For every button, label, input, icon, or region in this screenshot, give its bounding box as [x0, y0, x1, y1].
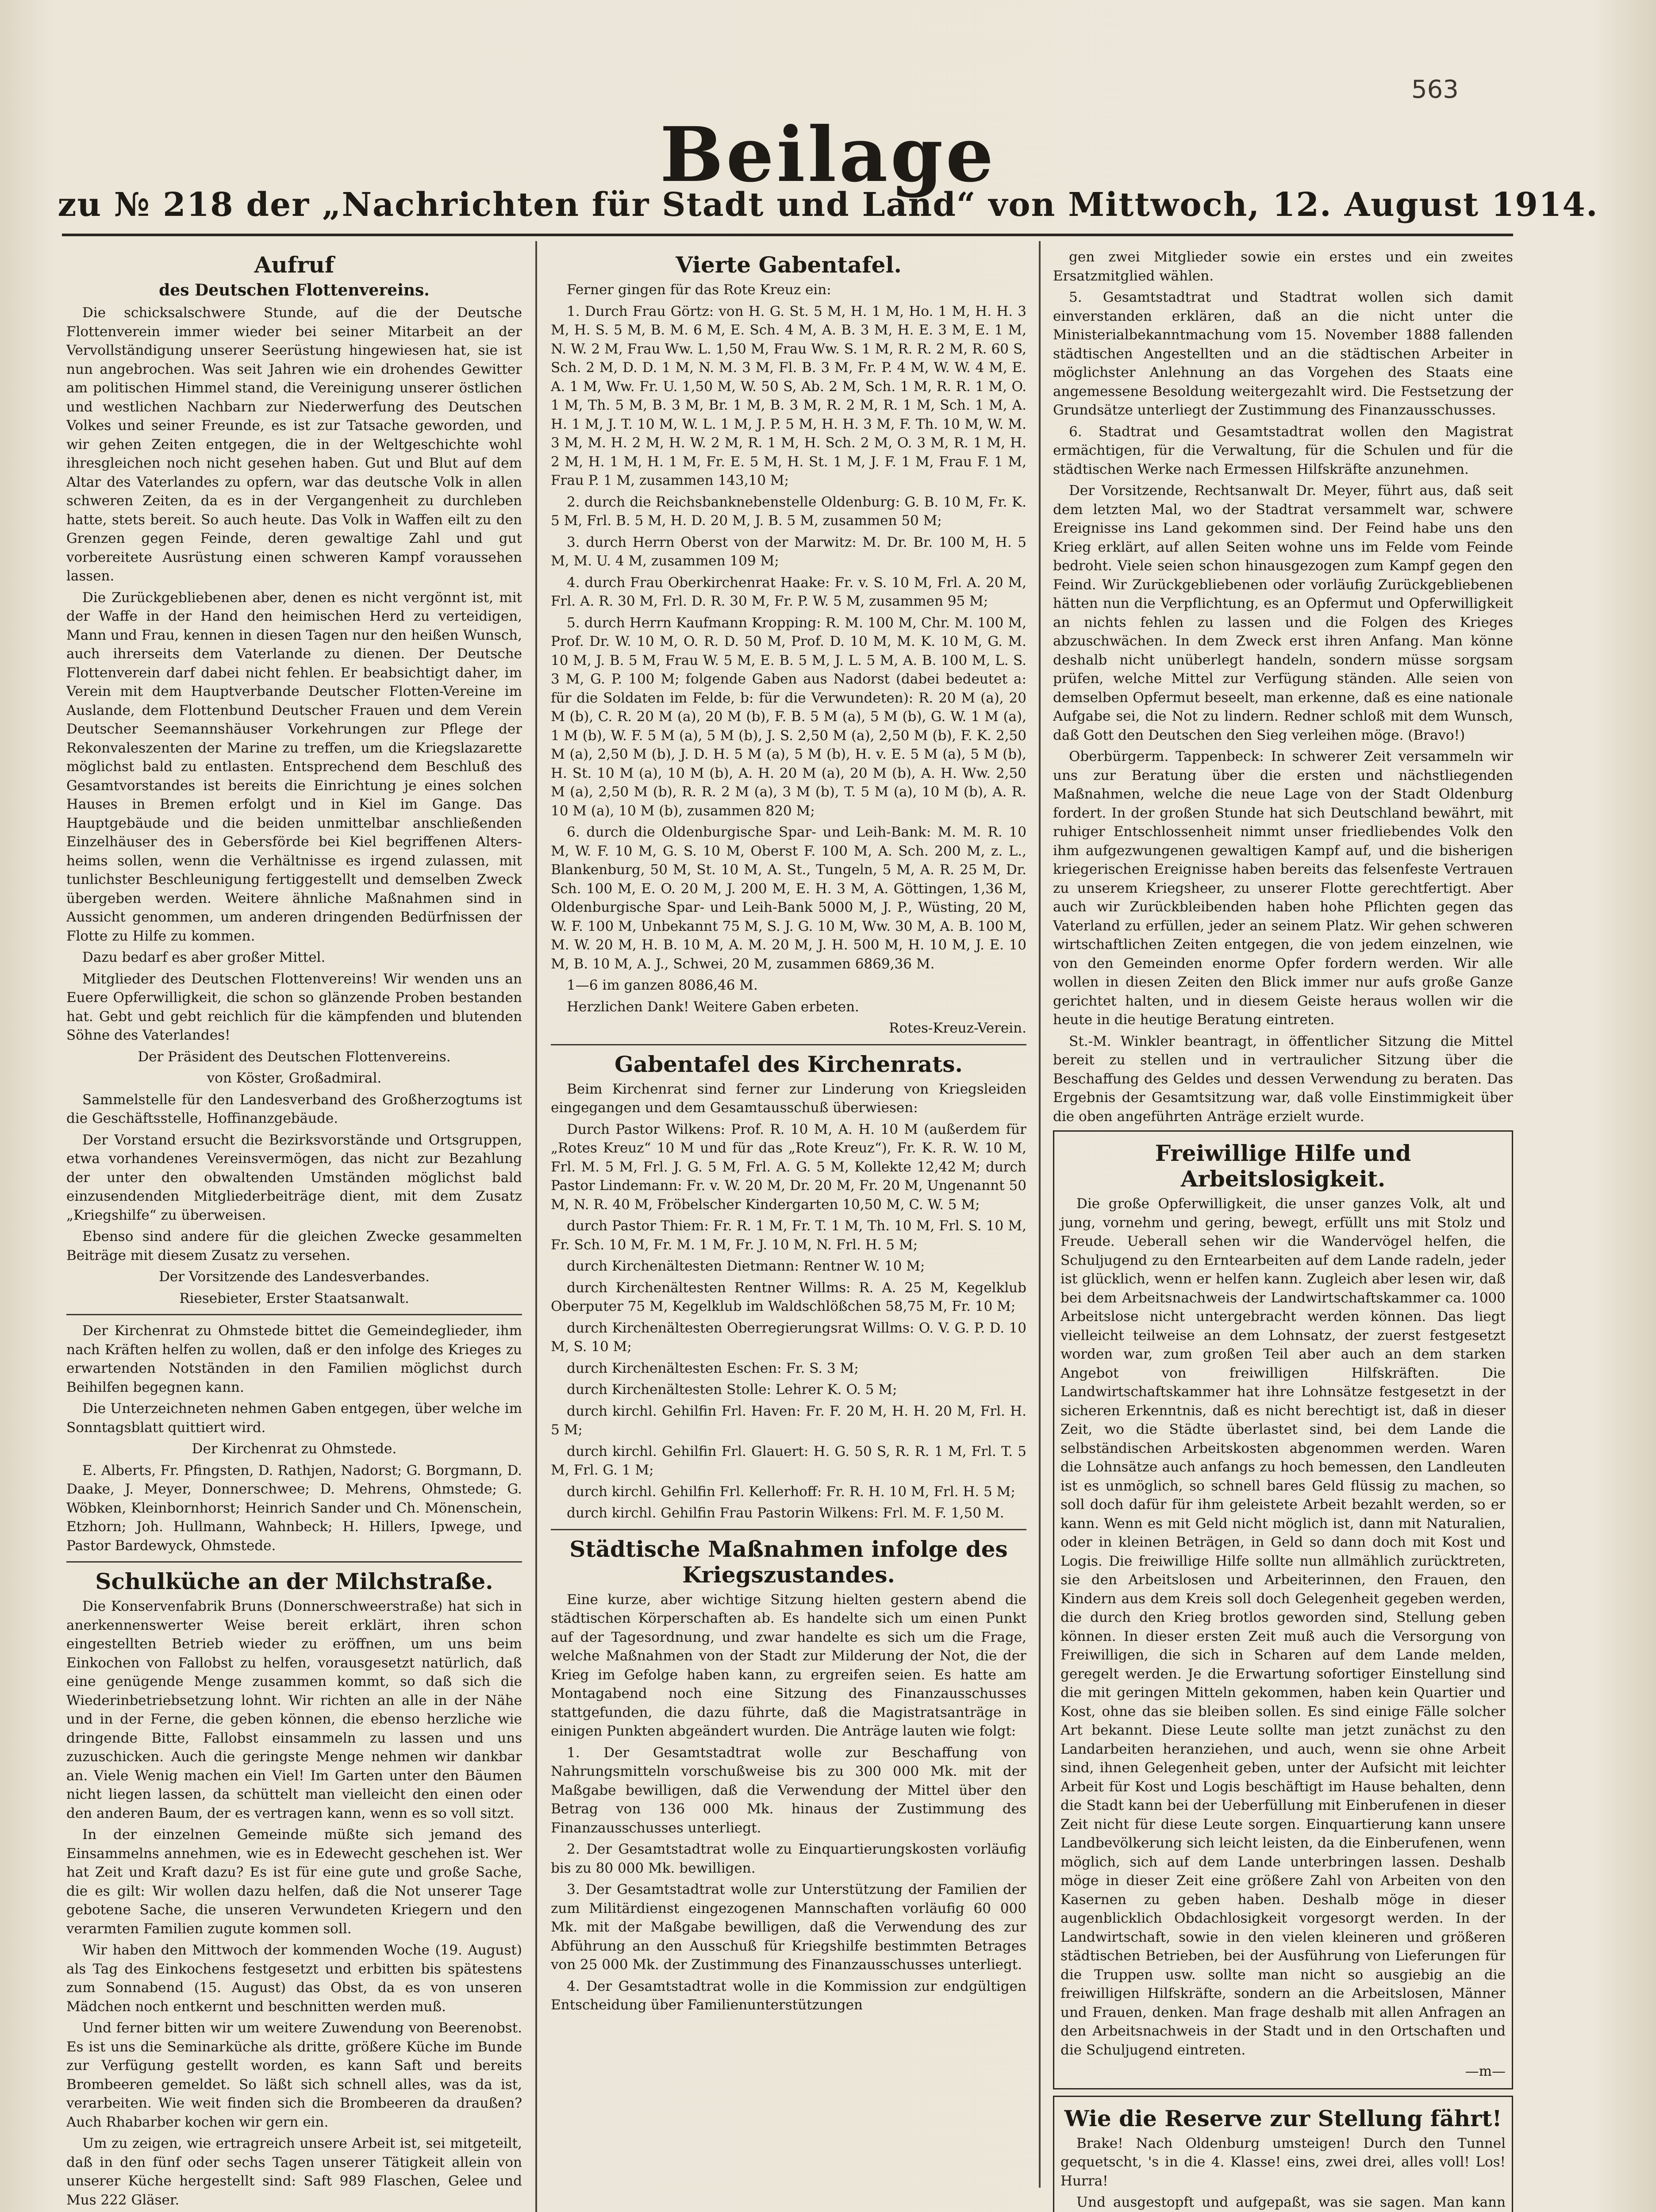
article-paragraph: Herzlichen Dank! Weitere Gaben erbeten. [567, 998, 859, 1015]
donation-list: durch kirchl. Gehilfin Frl. Haven: Fr. F. 20 M, H. H. 20 M, Frl. H. 5 M; [551, 1403, 1026, 1438]
article-paragraph: Eine kurze, aber wichtige Sitzung hielten gestern abend die städtischen Körperschaften ab. Es handelte sich um einen Punkt auf der Tagesordnung, und zwar handelte es sich um die Frage, welche Maßnahmen von der Stadt zur Milderung der Not, die der Krieg im Gefolge haben kann, zu ergreifen seien. Es hatte am Montagabend noch eine Sitzung des Finanzausschusses stattgefunden, die dazu führte, daß die Magistratsanträge in einigen Punkten abgeändert wurden. Die Anträge lauten wie folgt: [551, 1591, 1026, 1739]
donation-list: 5. durch Herrn Kaufmann Kropping: R. M. 100 M, Chr. M. 100 M, Prof. Dr. W. 10 M, O. R. D. 50 M, Prof. D. 10 M, M. K. 10 M, G. M. 10 M, J. B. 5 M, Frau W. 5 M, E. B. 5 M, J. L. 5 M, A. B. 100 M, L. S. 3 M, G. P. 100 M; folgende Gaben aus Nadorst (dabei bedeutet a: für die Soldaten im Felde, b: für die Verwundeten): R. 20 M (a), 20 M (b), C. R. 20 M (a), 20 M (b), F. B. 5 M (a), 5 M (b), G. W. 1 M (a), 1 M (b), W. F. 5 M (a), 5 M (b), J. S. 2,50 M (a), 2,50 M (b), F. K. 2,50 M (a), 2,50 M (b), J. D. H. 5 M (a), 5 M (b), H. v. E. 5 M (a), 5 M (b), H. St. 10 M (a), 10 M (b), A. H. 20 M (a), 20 M (b), A. H. Ww. 2,50 M (a), 2,50 M (b), R. R. 2 M (a), 3 M (b), T. 5 M (a), 10 M (b), A. R. 10 M (a), 10 M (b), zusammen 820 M; [551, 614, 1026, 819]
article-paragraph: Mitglieder des Deutschen Flottenvereins! Wir wenden uns an Euere Opferwilligkeit, die schon so glänzende Proben bestanden hat. Gebt und gebt reichlich für die kämpfenden und blutenden Söhne des Vaterlandes! [66, 971, 522, 1043]
masthead-subtitle: zu № 218 der „Nachrichten für Stadt und Land“ von Mittwoch, 12. August 1914. [58, 186, 1598, 224]
aufruf-subheading: des Deutschen Flottenvereins. [159, 281, 430, 300]
donation-list: durch Pastor Thiem: Fr. R. 1 M, Fr. T. 1 M, Th. 10 M, Frl. S. 10 M, Fr. Sch. 10 M, Fr. M. 1 M, Fr. J. 10 M, N. Frl. H. 5 M; [551, 1218, 1026, 1253]
donation-list: Durch Pastor Wilkens: Prof. R. 10 M, A. H. 10 M (außerdem für „Rotes Kreuz“ 10 M und für das „Rote Kreuz“), Fr. K. R. W. 10 M, Frl. M. 5 M, Frl. J. G. 5 M, Frl. A. G. 5 M, Kollekte 12,42 M; durch Pastor Lindemann: Fr. v. W. 20 M, Dr. 20 M, Fr. 20 M, Ungenannt 50 M, N. R. 40 M, Fröbelscher Kindergarten 10,50 M, C. W. 5 M; [551, 1121, 1026, 1213]
donation-list: Beim Kirchenrat sind ferner zur Linderung von Kriegsleiden eingegangen und dem Gesamtausschuß überwiesen: [551, 1081, 1026, 1116]
donation-list: 1. Durch Frau Görtz: von H. G. St. 5 M, H. 1 M, Ho. 1 M, H. H. 3 M, H. S. 5 M, B. M. 6 M, E. Sch. 4 M, A. B. 3 M, H. E. 3 M, E. 1 M, N. W. 2 M, Frau Ww. L. 1,50 M, Frau Ww. S. 1 M, R. R. 2 M, R. 60 S, Sch. 2 M, D. D. 1 M, N. M. 3 M, Fl. B. 3 M, Fr. P. 4 M, W. W. 4 M, E. A. 1 M, Ww. Fr. U. 1,50 M, W. 50 S, Ab. 2 M, Sch. 1 M, R. R. 1 M, O. 1 M, Th. 5 M, B. 3 M, Br. 1 M, B. 3 M, R. 2 M, R. 1 M, Sch. 1 M, A. H. 1 M, J. T. 10 M, W. L. 1 M, J. P. 5 M, H. H. 3 M, F. Th. 10 M, W. M. 3 M, M. H. 2 M, H. W. 2 M, R. 1 M, H. Sch. 2 M, O. 3 M, R. 1 M, H. 2 M, H. 1 M, H. 1 M, Fr. E. 5 M, H. St. 1 M, J. F. 1 M, Frau F. 1 M, Frau P. 1 M, zusammen 143,10 M; [551, 303, 1026, 488]
donation-list: durch Kirchenältesten Stolle: Lehrer K. O. 5 M; [567, 1382, 897, 1398]
donation-total: 1—6 im ganzen 8086,46 M. [567, 977, 758, 993]
section-divider [66, 1314, 522, 1315]
signature-line: Der Kirchenrat zu Ohmstede. [192, 1441, 397, 1457]
donation-list: durch Kirchenältesten Dietmann: Rentner W. 10 M; [567, 1258, 925, 1274]
article-paragraph: Oberbürgerm. Tappenbeck: In schwerer Zeit versammeln wir uns zur Beratung über die ersten und nächstliegenden Maßnahmen, welche die neue Lage von der Stadt Oldenburg fordert. In der großen Stunde hat sich Deutschland bewährt, mit ruhiger Entschlossenheit nimmt unser friedliebendes Volk den ihm aufgezwungenen gewaltigen Kampf auf, und die bisherigen kriegerischen Ereignisse haben bereits das felsenfeste Vertrauen zu unserem Kriegsheer, zu unserer Flotte gerechtfertigt. Aber auch wir Zurückbleibenden haben hohe Pflichten gegen das Vaterland zu erfüllen, jeder an seinem Platz. Wir gehen schweren wirtschaftlichen Zeiten entgegen, die von jedem einzelnen, wie von den Gemeinden enorme Opfer fordern werden. Wir alle wollen in diesen Zeiten den Blick immer nur aufs große Ganze gerichtet halten, und in diesem Geiste heraus wollen wir die heute in die heutige Beratung eintreten. [1053, 749, 1513, 1028]
motion-item: 2. Der Gesamtstadtrat wolle zu Einquartierungskosten vorläufig bis zu 80 000 Mk. bewilligen. [551, 1841, 1026, 1876]
signature-line: Der Präsident des Deutschen Flottenvereins. [138, 1048, 451, 1065]
donation-list: durch Kirchenältesten Eschen: Fr. S. 3 M; [567, 1360, 859, 1376]
column-3 [1053, 248, 1513, 2212]
donation-list: durch Kirchenältesten Oberregierungsrat Willms: O. V. G. P. D. 10 M, S. 10 M; [551, 1320, 1026, 1355]
signature-line: —m— [1465, 2063, 1506, 2079]
article-paragraph: Und ausgestopft und aufgepaßt, was sie sagen. Man kann [1076, 2194, 1506, 2210]
section-divider [66, 1561, 522, 1563]
article-paragraph: Die Konservenfabrik Bruns (Donnerschweerstraße) hat sich in anerkennenswerter Weise bereit erklärt, ihren schon eingestellten Betrieb wieder zu eröffnen, um uns beim Einkochen von Fallobst zu helfen, vorausgesetzt natürlich, daß eine genügende Menge zusammen kommt, so daß sich die Wiederinbetriebsetzung lohnt. Wir richten an alle in der Nähe und in der Ferne, die geben können, die ebenso herzliche wie dringende Bitte, Fallobst einsammeln zu lassen und uns zuzuschicken. Auch die geringste Menge nehmen wir dankbar an. Viele Wenig machen ein Viel! Im Garten unter den Bäumen nicht liegen lassen, da schüttelt man vielleicht den einen oder den anderen Baum, der es vertragen kann, wenn es so voll sitzt. [66, 1598, 522, 1821]
section-divider [551, 1529, 1026, 1530]
donation-list: durch Kirchenältesten Rentner Willms: R. A. 25 M, Kegelklub Oberputer 75 M, Kegelklub im Waldschlößchen 58,75 M, Fr. 10 M; [551, 1279, 1026, 1314]
article-paragraph: Sammelstelle für den Landesverband des Großherzogtums ist die Geschäftsstelle, Hoffinanzgebäude. [66, 1091, 522, 1126]
article-paragraph: Der Vorsitzende, Rechtsanwalt Dr. Meyer, führt aus, daß seit dem letzten Mal, wo der Stadtrat versammelt war, schwere Ereignisse ins Land gekommen sind. Der Feind habe uns den Krieg erklärt, auf allen Seiten wohne uns im Felde vom Feinde bedroht. Viele seien schon hinausgezogen zum Kampf gegen den Feind. Wir Zurückgebliebenen oder vorläufig Zurückgebliebenen hätten nun die Verpflichtung, es an Opfermut und Opferwilligkeit an nichts fehlen zu lassen und die Folgen des Krieges abzuschwächen. In dem Zweck erst ihren Anfang. Man könne deshalb nicht unüberlegt handeln, sondern müsse sorgsam prüfen, welche Mittel zur Verfügung ständen. Alle seien von demselben Opfermut beseelt, man erkenne, daß es eine nationale Aufgabe sei, die Not zu lindern. Redner schloß mit dem Wunsch, daß Gott den Deutschen den Sieg verleihen möge. (Bravo!) [1053, 483, 1513, 743]
article-paragraph: Ebenso sind andere für die gleichen Zwecke gesammelten Beiträge mit diesem Zusatz zu versehen. [66, 1229, 522, 1263]
aufruf-heading: Aufruf [254, 252, 334, 278]
motion-item: 3. Der Gesamtstadtrat wolle zur Unterstützung der Familien der zum Militärdienst eingezogenen Mannschaften vorläufig 60 000 Mk. mit der Maßgabe bewilligen, daß die Verwendung des zur Abführung an den Ausschuß für Kriegshilfe bestimmten Betrages von 25 000 Mk. der Zustimmung des Finanzausschusses unterliegt. [551, 1882, 1026, 1973]
donation-list: durch kirchl. Gehilfin Frl. Kellerhoff: Fr. R. H. 10 M, Frl. H. 5 M; [567, 1483, 1015, 1500]
signature-name: Riesebieter, Erster Staatsanwalt. [179, 1290, 409, 1306]
freiwillige-heading: Freiwillige Hilfe und Arbeitslosigkeit. [1155, 1140, 1411, 1192]
motion-item: gen zwei Mitglieder sowie ein erstes und ein zweites Ersatzmitglied wählen. [1053, 249, 1513, 284]
donation-list: 2. durch die Reichsbanknebenstelle Oldenburg: G. B. 10 M, Fr. K. 5 M, Frl. B. 5 M, H. D. 20 M, J. B. 5 M, zusammen 50 M; [551, 494, 1026, 529]
article-paragraph: Und ferner bitten wir um weitere Zuwendung von Beerenobst. Es ist uns die Seminarküche als dritte, größere Küche im Bunde zur Verfügung gestellt worden, es kann Saft und bereits Brombeeren gemeldet. So läßt sich schnell alles, was da ist, verarbeiten. Wie weit finden sich die Brombeeren da draußen? Auch Rhabarber kochen wir gern ein. [66, 2020, 522, 2130]
motion-item: 6. Stadtrat und Gesamtstadtrat wollen den Magistrat ermächtigen, für die Verwaltung, für die Schulen und für die städtischen Werke nach Ermessen Hilfskräfte anzunehmen. [1053, 423, 1513, 477]
article-paragraph: Dazu bedarf es aber großer Mittel. [82, 949, 326, 965]
article-paragraph: Um zu zeigen, wie ertragreich unsere Arbeit ist, sei mitgeteilt, daß in den fünf oder sechs Tagen unserer Tätigkeit allein von unserer Küche hergestellt sind: Saft 989 Flaschen, Gelee und Mus 222 Gläser. [66, 2135, 522, 2208]
article-paragraph: Die Zurückgebliebenen aber, denen es nicht vergönnt ist, mit der Waffe in der Hand den heimischen Herd zu verteidigen, Mann und Frau, kennen in diesen Tagen nur den heißen Wunsch, auch ihrerseits dem Vaterlande zu dienen. Der Deutsche Flottenverein darf dabei nicht fehlen. Er beabsichtigt daher, im Verein mit dem Hauptverbande Deutscher Flotten-Vereine im Auslande, dem Flottenbund Deutscher Frauen und dem Verein Deutscher Seemannshäuser Vorkehrungen zur Pflege der Rekonvaleszenten der Marine zu treffen, um die Kriegslazarette möglichst bald zu entlasten. Entsprechend dem Beschluß des Gesamtvorstandes ist bereits die Einrichtung je eines solchen Hauses in Bremen erfolgt und in Kiel im Gange. Das Hauptgebäude und die beiden unmittelbar anschließenden Einzelhäuser des in Gebersförde bei Kiel begriffenen Alters-heims sollen, wenn die Verhältnisse es irgend zulassen, mit tunlichster Beschleunigung fertiggestellt und demselben Zweck übergeben werden. Weitere ähnliche Maßnahmen sind in Aussicht genommen, um anderen dringenden Bedürfnissen der Flotte zu Hilfe zu kommen. [66, 589, 522, 944]
freiwillige-article-box [1053, 1130, 1513, 2089]
signature-line: Der Vorsitzende des Landesverbandes. [159, 1269, 430, 1285]
article-paragraph: Brake! Nach Oldenburg umsteigen! Durch den Tunnel gequetscht, 's in die 4. Klasse! eins, zwei drei, alles voll! Los! Hurra! [1060, 2135, 1506, 2189]
signature-line: Rotes-Kreuz-Verein. [889, 1020, 1026, 1036]
donation-list: durch kirchl. Gehilfin Frau Pastorin Wilkens: Frl. M. F. 1,50 M. [567, 1505, 1004, 1521]
motion-item: 1. Der Gesamtstadtrat wolle zur Beschaffung von Nahrungsmitteln vorschußweise bis zu 300 000 Mk. mit der Maßgabe bewilligen, daß die Verwendung der Mittel über den Betrag von 136 000 Mk. hinaus der Zustimmung des Finanzausschusses unterliegt. [551, 1744, 1026, 1836]
article-paragraph: Der Vorstand ersucht die Bezirksvorstände und Ortsgruppen, etwa vorhandenes Vereinsvermögen, das nicht zur Bezahlung der unter den obwaltenden Umständen möglichst bald einzusendenden Mitgliederbeiträge dient, mit dem Zusatz „Kriegshilfe“ zu überweisen. [66, 1132, 522, 1223]
donation-list: 3. durch Herrn Oberst von der Marwitz: M. Dr. Br. 100 M, H. 5 M, M. U. 4 M, zusammen 109 M; [551, 534, 1026, 569]
kirchenrat-gaben-heading: Gabentafel des Kirchenrats. [615, 1051, 963, 1077]
article-paragraph: In der einzelnen Gemeinde müßte sich jemand des Einsammelns annehmen, wie es in Edewecht geschehen ist. Wer hat Zeit und Kraft dazu? Es ist für eine gute und große Sache, die es gilt: Wir wollen dazu helfen, daß die Not unserer Tage gebotene Sache, die unseren Verwundeten Kriegern und den verarmten Familien zugute kommen soll. [66, 1827, 522, 1937]
column-2 [551, 248, 1026, 2212]
donation-list: 6. durch die Oldenburgische Spar- und Leih-Bank: M. M. R. 10 M, W. F. 10 M, G. S. 10 M, Oberst F. 100 M, A. Sch. 200 M, z. L., Blankenburg, 50 M, St. 10 M, A. St., Tungeln, 5 M, A. R. 25 M, Dr. Sch. 100 M, E. O. 20 M, J. 200 M, E. H. 3 M, A. Göttingen, 1,36 M, Oldenburgische Spar- und Leih-Bank 5000 M, J. P., Wüsting, 20 M, W. F. 100 M, Unbekannt 75 M, S. J. G. 10 M, Ww. 30 M, A. B. 100 M, M. W. 20 M, H. B. 10 M, A. M. 20 M, J. H. 500 M, H. 10 M, J. E. 10 M, B. 10 M, A. J., Schwei, 20 M, zusammen 6869,36 M. [551, 824, 1026, 972]
signatory-list: E. Alberts, Fr. Pfingsten, D. Rathjen, Nadorst; G. Borgmann, D. Daake, J. Meyer, Donnerschwee; D. Mehrens, Ohmstede; G. Wöbken, Kleinbornhorst; Heinrich Sander und Ch. Mönenschein, Etzhorn; Joh. Hullmann, Wahnbeck; H. Hillers, Ipwege, und Pastor Bardewyck, Ohmstede. [66, 1462, 522, 1554]
massnahmen-heading: Städtische Maßnahmen infolge des Kriegszustandes. [569, 1536, 1008, 1588]
section-divider [551, 1044, 1026, 1045]
article-paragraph: Der Kirchenrat zu Ohmstede bittet die Gemeindeglieder, ihm nach Kräften helfen zu wollen, daß er den infolge des Krieges zu erwartenden Notständen in den Familien möglichst durch Beihilfen begegnen kann. [66, 1323, 522, 1395]
page-number: 563 [1411, 75, 1459, 104]
donation-list: 4. durch Frau Oberkirchenrat Haake: Fr. v. S. 10 M, Frl. A. 20 M, Frl. A. R. 30 M, Frl. D. R. 30 M, Fr. P. W. 5 M, zusammen 95 M; [551, 574, 1026, 609]
donation-list: durch kirchl. Gehilfin Frl. Glauert: H. G. 50 S, R. R. 1 M, Frl. T. 5 M, Frl. G. 1 M; [551, 1443, 1026, 1478]
motion-item: 5. Gesamtstadtrat und Stadtrat wollen sich damit einverstanden erklären, daß an die nicht unter die Ministerialbekanntmachung vom 15. November 1888 fallenden städtischen Angestellten und an die städtischen Arbeiter in möglichster Anlehnung an das Vorgehen des Staats eine angemessene Besoldung weitergezahlt wird. Die Festsetzung der Grundsätze unterliegt der Zustimmung des Finanzausschusses. [1053, 289, 1513, 418]
article-paragraph: Die große Opferwilligkeit, die unser ganzes Volk, alt und jung, vornehm und gering, bewegt, erfüllt uns mit Stolz und Freude. Ueberall sehen wir die Wandervögel helfen, die Schuljugend zu den Erntearbeiten auf dem Lande radeln, jeder ist glücklich, wenn er helfen kann. Zugleich aber lesen wir, daß bei dem Arbeitsnachweis der Landwirtschaftskammer ca. 1000 Arbeitslose nicht untergebracht werden können. Das liegt vielleicht teilweise an dem Lohnsatz, der zuerst festgesetzt worden war, zum großen Teil aber auch an dem starken Angebot von freiwilligen Hilfskräften. Die Landwirtschaftskammer hat ihre Lohnsätze festgesetzt in der sicheren Erkenntnis, daß es nicht berechtigt ist, daß in dieser Zeit, wo die Städte überlastet sind, bei dem Lande die selbständischen Arbeitskosten abgenommen werden. Waren die Lohnsätze auch anfangs zu hoch bemessen, den Landleuten ist es unmöglich, so schnell bares Geld flüssig zu machen, so soll doch dafür für ihm geleistete Arbeit bezahlt werden, so er kann. Wenn es mit Geld nicht möglich ist, dann mit Naturalien, oder in kleinen Beträgen, in Geld so dann doch mit Kost und Logis. Die freiwillige Hilfe sollte nun allmählich zurücktreten, sie den Arbeitslosen und Arbeiterinnen, den Frauen, den Kindern aus dem Kreis soll doch Gelegenheit gegeben werden, die durch den Krieg brotlos geworden sind, Stellung geben können. In dieser ersten Zeit muß auch die Versorgung von Freiwilligen, die sich in Scharen auf dem Lande melden, geregelt werden. Je die Erwartung sofortiger Einstellung sind die mit geringen Mitteln gekommen, haben kein Quartier und Kost, ohne das sie bleiben sollen. Es sind einige Fälle solcher Art bekannt. Diese Leute sollte man jetzt zunächst zu den Landarbeiten heranziehen, und auch, wenn sie ohne Arbeit sind, ihnen Gelegenheit geben, unter der Aufsicht mit leichter Arbeit für Kost und Logis beschäftigt im Hause behalten, denn die Stadt kann bei der Ueberfüllung mit Einberufenen in dieser Zeit nicht für diese Leute sorgen. Einquartierung kann unsere Landbevölkerung sich leicht leisten, da die Einberufenen, wenn möglich, sich auf dem Lande unterbringen lassen. Deshalb möge in dieser Zeit eine größere Zahl von Arbeiten von den Kasernen zu geben haben. Deshalb möge in dieser augenblicklich Obdachlosigkeit vorgesorgt werden. In der Landwirtschaft, sowie in den vielen kleineren und größeren städtischen Betrieben, bei der Ausführung von Lieferungen für die Truppen usw. sollte man nicht so ausgiebig an die freiwilligen Hilfskräfte, sondern an die Arbeitslosen, Männer und Frauen, denken. Man frage deshalb mit allen Anfragen an den Arbeitsnachweis in der Stadt und in den Ortschaften und die Schuljugend eintreten. [1060, 1196, 1506, 2058]
motion-item: 4. Der Gesamtstadtrat wolle in die Kommission zur endgültigen Entscheidung über Familienunterstützungen [551, 1978, 1026, 2013]
reserve-heading: Wie die Reserve zur Stellung fährt! [1064, 2105, 1502, 2131]
gabentafel-heading: Vierte Gabentafel. [676, 252, 902, 278]
signature-name: von Köster, Großadmiral. [207, 1070, 382, 1086]
column-1 [66, 248, 522, 2212]
article-paragraph: Die Unterzeichneten nehmen Gaben entgegen, über welche im Sonntagsblatt quittiert wird. [66, 1401, 522, 1436]
article-paragraph: Ferner gingen für das Rote Kreuz ein: [567, 282, 831, 298]
article-paragraph: Wir haben den Mittwoch der kommenden Woche (19. August) als Tag des Einkochens festgesetzt und erbitten bis spätestens zum Sonnabend (15. August) das Obst, da es von unseren Mädchen noch entkernt und beschnitten werden muß. [66, 1942, 522, 2015]
column-divider [535, 241, 537, 2212]
article-paragraph: Die schicksalschwere Stunde, auf die der Deutsche Flottenverein immer wieder bei seiner Mitarbeit an der Vervollständigung unserer Seerüstung hingewiesen hat, sie ist nun angebrochen. Was seit Jahren wie ein drohendes Gewitter am politischen Himmel stand, die Vereinigung unserer östlichen und westlichen Nachbarn zur Niederwerfung des Deutschen Volkes und seiner Freunde, es ist zur Tatsache geworden, und wir gehen Zeiten entgegen, die in der Weltgeschichte wohl ihresgleichen noch nicht gesehen haben. Gut und Blut auf dem Altar des Vaterlandes zu opfern, war das deutsche Volk in allen schweren Zeiten, da es in der Vergangenheit zu durchleben hatte, stets bereit. So auch heute. Das Volk in Waffen eilt zu den Grenzen gegen Feinde, deren gewaltige Zahl und gut vorbereitete Ausrüstung einen schweren Kampf voraussehen lassen. [66, 305, 522, 584]
schulkueche-heading: Schulküche an der Milchstraße. [95, 1568, 493, 1594]
column-divider [1039, 241, 1041, 2188]
masthead-title: Beilage [660, 111, 996, 199]
reserve-article-box [1053, 2096, 1513, 2212]
masthead-rule [62, 234, 1513, 236]
article-paragraph: St.-M. Winkler beantragt, in öffentlicher Sitzung die Mittel bereit zu stellen und in vertraulicher Sitzung über die Beschaffung des Geldes und dessen Verwendung zu beraten. Das Ergebnis der Gesamtsitzung war, daß volle Einstimmigkeit über die oben angeführten Anträge erzielt wurde. [1053, 1033, 1513, 1125]
